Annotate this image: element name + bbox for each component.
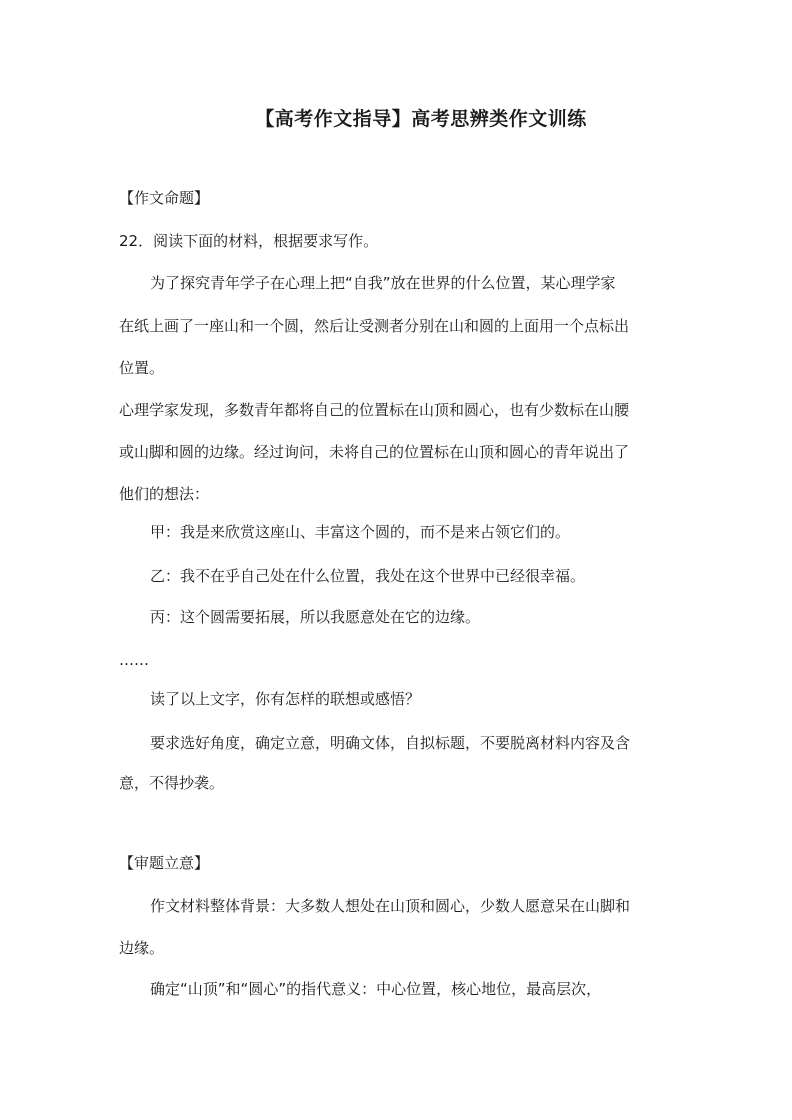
paragraph-4-line-1: 要求选好角度，确定立意，明确文体，自拟标题，不要脱离材料内容及含 [150,734,631,752]
answer-jia: 甲：我是来欣赏这座山、丰富这个圆的，而不是来占领它们的。 [150,523,571,541]
document-title: 【高考作文指导】高考思辨类作文训练 [255,108,587,130]
paragraph-3: 读了以上文字，你有怎样的联想或感悟？ [150,690,421,708]
paragraph-5-line-2: 边缘。 [119,939,165,957]
paragraph-1-line-1: 为了探究青年学子在心理上把“自我”放在世界的什么位置，某心理学家 [150,274,616,292]
paragraph-4-line-2: 意，不得抄袭。 [119,774,225,792]
paragraph-1-line-3: 位置。 [119,359,165,377]
answer-yi: 乙：我不在乎自己处在什么位置，我处在这个世界中已经很幸福。 [150,567,586,585]
paragraph-2-line-1: 心理学家发现，多数青年都将自己的位置标在山顶和圆心，也有少数标在山腰 [119,401,630,419]
answer-bing: 丙：这个圆需要拓展，所以我愿意处在它的边缘。 [150,608,481,626]
paragraph-2-line-2: 或山脚和圆的边缘。经过询问，未将自己的位置标在山顶和圆心的青年说出了 [119,443,630,461]
paragraph-6-line-1: 确定“山顶”和“圆心”的指代意义：中心位置，核心地位，最高层次， [150,980,602,998]
paragraph-2-line-3: 他们的想法： [119,485,210,503]
section-heading-analysis: 【审题立意】 [119,854,210,872]
section-heading-prompt: 【作文命题】 [119,189,210,207]
paragraph-1-line-2: 在纸上画了一座山和一个圆，然后让受测者分别在山和圆的上面用一个点标出 [119,317,630,335]
ellipsis: …… [119,651,149,669]
paragraph-5-line-1: 作文材料整体背景：大多数人想处在山顶和圆心，少数人愿意呆在山脚和 [150,897,631,915]
question-line: 22．阅读下面的材料，根据要求写作。 [119,232,379,250]
